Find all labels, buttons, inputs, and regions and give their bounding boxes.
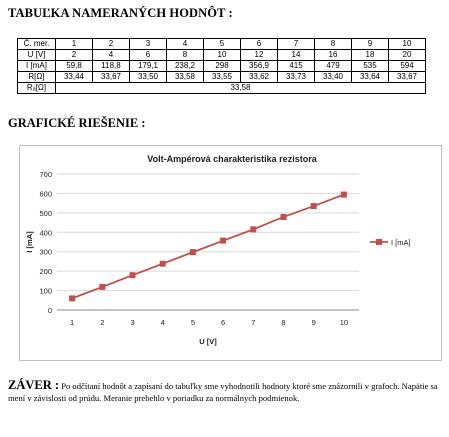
table-cell: 2 [56,50,93,61]
x-tick-label: 6 [221,318,226,327]
graph-heading: GRAFICKÉ RIEŠENIE : [8,116,146,130]
table-cell: 33,67 [389,72,426,83]
table-cell: 10 [204,50,241,61]
table-cell: 33,64 [352,72,389,83]
table-cell: 4 [167,39,204,50]
table-cell: 33,67 [93,72,130,83]
table-cell: 4 [93,50,130,61]
y-tick-label: 500 [39,208,52,218]
chart-title: Volt-Ampérová charakteristika rezistora [147,154,317,164]
data-point [220,238,226,244]
series-line [72,195,344,299]
x-axis-label: U [V] [199,337,217,346]
table-cell: 20 [389,50,426,61]
y-tick-label: 700 [39,170,52,179]
x-tick-label: 9 [311,318,316,327]
data-point [311,203,317,209]
x-tick-label: 1 [70,318,75,327]
x-tick-label: 7 [251,318,256,327]
data-point [190,249,196,255]
x-tick-label: 5 [190,318,195,327]
table-cell: 179,1 [130,61,167,72]
table-cell: 33,55 [204,72,241,83]
data-point [160,261,166,267]
y-tick-label: 0 [47,306,52,315]
legend-marker [376,239,382,245]
data-point [250,226,256,232]
table-row [18,39,426,50]
chart [19,145,442,361]
table-cell: 8 [315,39,352,50]
data-point [341,192,347,198]
x-tick-label: 10 [339,318,349,327]
table-cell: 33,40 [315,72,352,83]
y-tick-label: 200 [39,267,52,277]
conclusion-text: Po odčítaní hodnôt a zapísaní do tabuľky sme vyhodnotili hodnoty ktoré sme znázornili v grafoch. Napätie sa mení v závislosti od prúdu. Meranie prebehlo v poriadku za normálnych podmienok. [8,381,438,403]
table-heading: TABUĽKA NAMERANÝCH HODNÔT : [8,6,233,20]
table-cell: 535 [352,61,389,72]
y-tick-label: 600 [39,189,52,199]
row-label: Č. mer. [18,39,56,50]
table-cell: 33,62 [241,72,278,83]
table-cell: 33,58 [167,72,204,83]
y-tick-label: 100 [39,286,52,296]
table-row-average [18,83,426,94]
table-row [18,61,426,72]
table-cell: 118,8 [93,61,130,72]
x-tick-label: 8 [281,318,286,327]
table-row [18,72,426,83]
conclusion-label: ZÁVER : [8,378,60,392]
data-point [99,284,105,290]
table-cell: 6 [130,50,167,61]
data-point [281,214,287,220]
y-tick-label: 400 [39,228,52,238]
x-tick-label: 4 [160,318,165,327]
table-cell: 8 [167,50,204,61]
table-cell: 33,73 [278,72,315,83]
x-tick-label: 3 [130,318,135,327]
table-cell: 415 [278,61,315,72]
table-cell: 18 [352,50,389,61]
row-label: U [V] [18,50,56,61]
table-cell: 16 [315,50,352,61]
legend-label: I [mA] [391,238,411,247]
table-cell: 10 [389,39,426,50]
table-cell: 59,8 [56,61,93,72]
row-label: R[Ω] [18,72,56,83]
table-cell: 298 [204,61,241,72]
conclusion [8,380,444,404]
table-cell: 9 [352,39,389,50]
table-cell: 5 [204,39,241,50]
table-cell: 3 [130,39,167,50]
table-cell: 238,2 [167,61,204,72]
x-tick-label: 2 [100,318,105,327]
avg-label: Rₐ[Ω] [18,83,56,94]
table-cell: 6 [241,39,278,50]
data-point [130,272,136,278]
measurement-table [17,38,426,94]
table-cell: 12 [241,50,278,61]
table-cell: 356,9 [241,61,278,72]
table-cell: 7 [278,39,315,50]
data-point [69,295,75,301]
avg-value: 33,58 [56,83,426,94]
table-cell: 14 [278,50,315,61]
table-cell: 479 [315,61,352,72]
table-cell: 594 [389,61,426,72]
table-cell: 33,50 [130,72,167,83]
table-cell: 2 [93,39,130,50]
row-label: I [mA] [18,61,56,72]
y-axis-label: I [mA] [25,231,34,253]
table-cell: 33,44 [56,72,93,83]
table-cell: 1 [56,39,93,50]
y-tick-label: 300 [39,247,52,257]
table-row [18,50,426,61]
